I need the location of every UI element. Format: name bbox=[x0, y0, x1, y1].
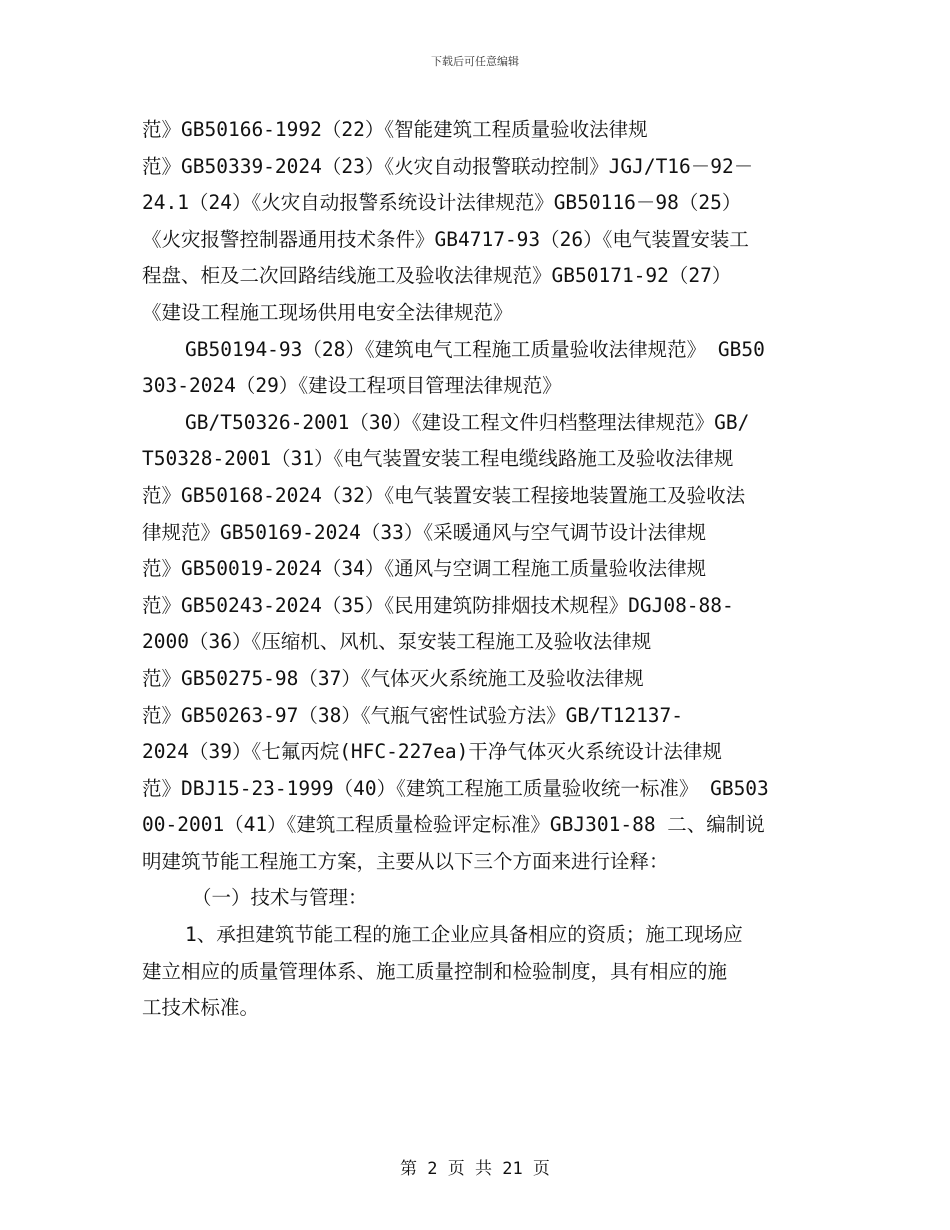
text-line: 程盘、柜及二次回路结线施工及验收法律规范》GB50171-92（27） bbox=[142, 264, 732, 288]
text-line: 24.1（24）《火灾自动报警系统设计法律规范》GB50116－98（25） bbox=[142, 191, 742, 215]
text-line: T50328-2001（31）《电气装置安装工程电缆线路施工及验收法律规 bbox=[142, 447, 734, 471]
text-line: GB/T50326-2001（30）《建设工程文件归档整理法律规范》GB/ bbox=[185, 410, 750, 434]
text-line: 范》GB50339-2024（23）《火灾自动报警联动控制》JGJ/T16－92－ bbox=[142, 154, 754, 178]
text-line: 范》GB50263-97（38）《气瓶气密性试验方法》GB/T12137- bbox=[142, 703, 684, 727]
section-heading: （一）技术与管理： bbox=[192, 886, 368, 910]
text-line: 1、承担建筑节能工程的施工企业应具备相应的资质；施工现场应 bbox=[185, 923, 743, 947]
text-line: 范》DBJ15-23-1999（40）《建筑工程施工质量验收统一标准》 GB503 bbox=[142, 776, 769, 800]
text-line: 00-2001（41）《建筑工程质量检验评定标准》GBJ301-88 二、编制说 bbox=[142, 813, 765, 837]
text-line: 范》GB50243-2024（35）《民用建筑防排烟技术规程》DGJ08-88- bbox=[142, 593, 734, 617]
text-line: GB50194-93（28）《建筑电气工程施工质量验收法律规范》 GB50 bbox=[185, 337, 765, 361]
text-line: 2024（39）《七氟丙烷(HFC-227ea)干净气体灭火系统设计法律规 bbox=[142, 740, 722, 764]
text-line: 建立相应的质量管理体系、施工质量控制和检验制度，具有相应的施 bbox=[142, 959, 728, 983]
text-line: 《建设工程施工现场供用电安全法律规范》 bbox=[142, 300, 513, 324]
text-line: 303-2024（29）《建设工程项目管理法律规范》 bbox=[142, 374, 562, 398]
document-body bbox=[142, 112, 812, 1027]
page-header-note: 下载后可任意编辑 bbox=[431, 55, 519, 68]
text-line: 工技术标准。 bbox=[142, 996, 260, 1020]
text-line: 范》GB50019-2024（34）《通风与空调工程施工质量验收法律规 bbox=[142, 557, 707, 581]
page-number: 第 2 页 共 21 页 bbox=[400, 1159, 550, 1179]
text-line: 范》GB50168-2024（32）《电气装置安装工程接地装置施工及验收法 bbox=[142, 483, 746, 507]
text-line: 2000（36）《压缩机、风机、泵安装工程施工及验收法律规 bbox=[142, 630, 652, 654]
text-line: 律规范》GB50169-2024（33）《采暖通风与空气调节设计法律规 bbox=[142, 520, 707, 544]
text-line: 范》GB50275-98（37）《气体灭火系统施工及验收法律规 bbox=[142, 666, 644, 690]
text-line: 范》GB50166-1992（22）《智能建筑工程质量验收法律规 bbox=[142, 118, 648, 141]
text-line: 明建筑节能工程施工方案，主要从以下三个方面来进行诠释： bbox=[142, 849, 669, 873]
text-line: 《火灾报警控制器通用技术条件》GB4717-93（26）《电气装置安装工 bbox=[142, 227, 749, 251]
